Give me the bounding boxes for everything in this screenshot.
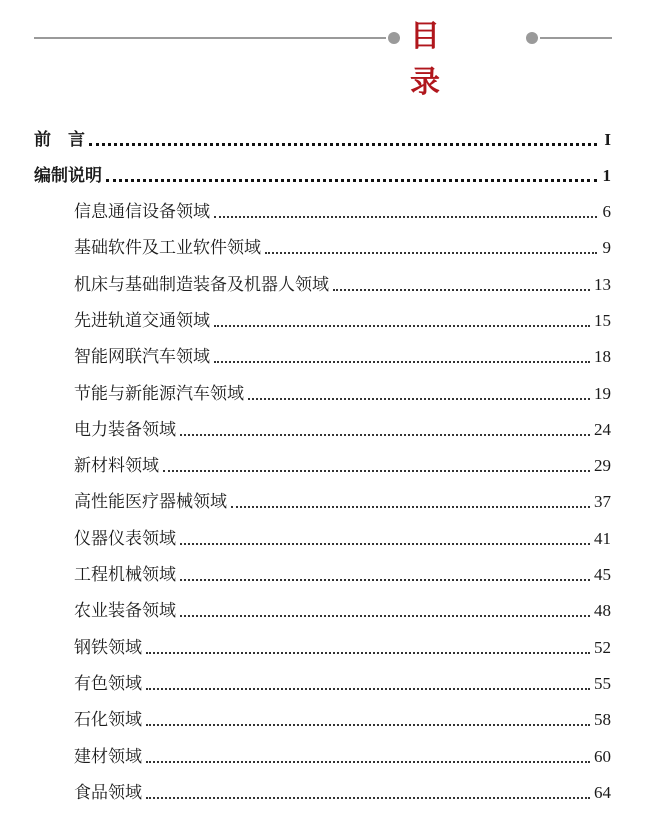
toc-sub-entry[interactable] — [74, 267, 611, 297]
toc-entry-label: 农业装备领域 — [74, 601, 176, 622]
toc-sub-entry[interactable] — [74, 702, 611, 732]
toc-leader-dots — [146, 797, 590, 799]
toc-entry-preface[interactable] — [34, 122, 611, 152]
header-dot-right-icon — [526, 32, 538, 44]
toc-entry-label: 机床与基础制造装备及机器人领域 — [74, 274, 329, 295]
toc-header — [0, 0, 650, 100]
toc-leader-dots — [163, 470, 590, 472]
header-dot-left-icon — [388, 32, 400, 44]
toc-sub-entry[interactable] — [74, 303, 611, 333]
toc-sub-entry[interactable] — [74, 666, 611, 696]
toc-leader-dots — [106, 179, 597, 182]
toc-leader-dots — [265, 252, 597, 254]
toc-leader-dots — [231, 506, 590, 508]
toc-entry-label: 电力装备领域 — [74, 419, 176, 440]
toc-leader-dots — [180, 434, 590, 436]
toc-sub-entry[interactable] — [74, 448, 611, 478]
toc-entry-compilation-notes[interactable] — [34, 158, 611, 188]
toc-sub-entry[interactable] — [74, 376, 611, 406]
toc-entry-page: 15 — [594, 310, 611, 330]
toc-entry-page: 52 — [594, 637, 611, 657]
toc-entry-page: 60 — [594, 746, 611, 766]
toc-entry-page: 9 — [602, 238, 611, 258]
toc-entry-label: 仪器仪表领域 — [74, 528, 176, 549]
toc-entry-label: 智能网联汽车领域 — [74, 347, 210, 368]
toc-leader-dots — [214, 361, 590, 363]
toc-sub-entry[interactable] — [74, 630, 611, 660]
toc-entry-page: 64 — [594, 782, 611, 802]
toc-entry-page: 41 — [594, 528, 611, 548]
toc-sub-entry[interactable] — [74, 593, 611, 623]
toc-entry-page: 58 — [594, 710, 611, 730]
toc-entry-page: 55 — [594, 673, 611, 693]
toc-entry-page: 13 — [594, 274, 611, 294]
toc-sub-entry[interactable] — [74, 230, 611, 260]
toc-leader-dots — [146, 688, 590, 690]
toc-entry-page: 48 — [594, 601, 611, 621]
toc-entry-label: 基础软件及工业软件领域 — [74, 238, 261, 259]
toc-leader-dots — [248, 398, 590, 400]
toc-sub-entry[interactable] — [74, 412, 611, 442]
toc-leader-dots — [89, 143, 597, 146]
toc-sub-entry[interactable] — [74, 484, 611, 514]
toc-entry-label: 钢铁领域 — [74, 637, 142, 658]
toc-entry-page: 18 — [594, 347, 611, 367]
toc-entry-page: 45 — [594, 565, 611, 584]
page-title: 目 录 — [410, 19, 460, 100]
toc-sub-entry[interactable] — [74, 339, 611, 369]
toc-leader-dots — [146, 761, 590, 763]
toc-entry-label: 节能与新能源汽车领域 — [74, 383, 244, 404]
toc-entry-label: 高性能医疗器械领域 — [74, 492, 227, 513]
toc-leader-dots — [214, 216, 597, 218]
toc-entry-label: 前 言 — [34, 130, 85, 150]
toc-entry-page: 24 — [594, 419, 611, 439]
header-rule-left — [34, 37, 386, 39]
toc-leader-dots — [180, 543, 590, 545]
toc-sub-entry[interactable] — [74, 521, 611, 551]
toc-leader-dots — [180, 615, 590, 617]
toc-entry-label: 信息通信设备领域 — [74, 202, 210, 222]
toc-entry-page: 1 — [602, 166, 611, 185]
toc-sub-entry[interactable] — [74, 194, 611, 224]
toc-entry-page: I — [604, 130, 611, 149]
toc-leader-dots — [333, 289, 590, 291]
toc-entry-label: 编制说明 — [34, 166, 102, 186]
toc-entry-label: 有色领域 — [74, 673, 142, 694]
toc-entry-label: 先进轨道交通领域 — [74, 310, 210, 331]
toc-entry-label: 建材领域 — [74, 746, 142, 767]
toc-entry-page: 29 — [594, 456, 611, 476]
toc-entry-page: 37 — [594, 492, 611, 512]
toc-sub-entry[interactable] — [74, 557, 611, 587]
toc-entry-label: 石化领域 — [74, 710, 142, 731]
toc-leader-dots — [180, 579, 590, 581]
toc-leader-dots — [146, 652, 590, 654]
header-rule-right — [540, 37, 612, 39]
toc-entry-page: 19 — [594, 383, 611, 403]
toc-entry-label: 工程机械领域 — [74, 565, 176, 585]
toc-sub-entry[interactable] — [74, 775, 611, 805]
toc-sub-entry[interactable] — [74, 739, 611, 769]
toc-leader-dots — [214, 325, 590, 327]
toc-entry-page: 6 — [602, 202, 611, 221]
toc-leader-dots — [146, 724, 590, 726]
toc-entry-label: 新材料领域 — [74, 456, 159, 477]
toc-entry-label: 食品领域 — [74, 782, 142, 803]
